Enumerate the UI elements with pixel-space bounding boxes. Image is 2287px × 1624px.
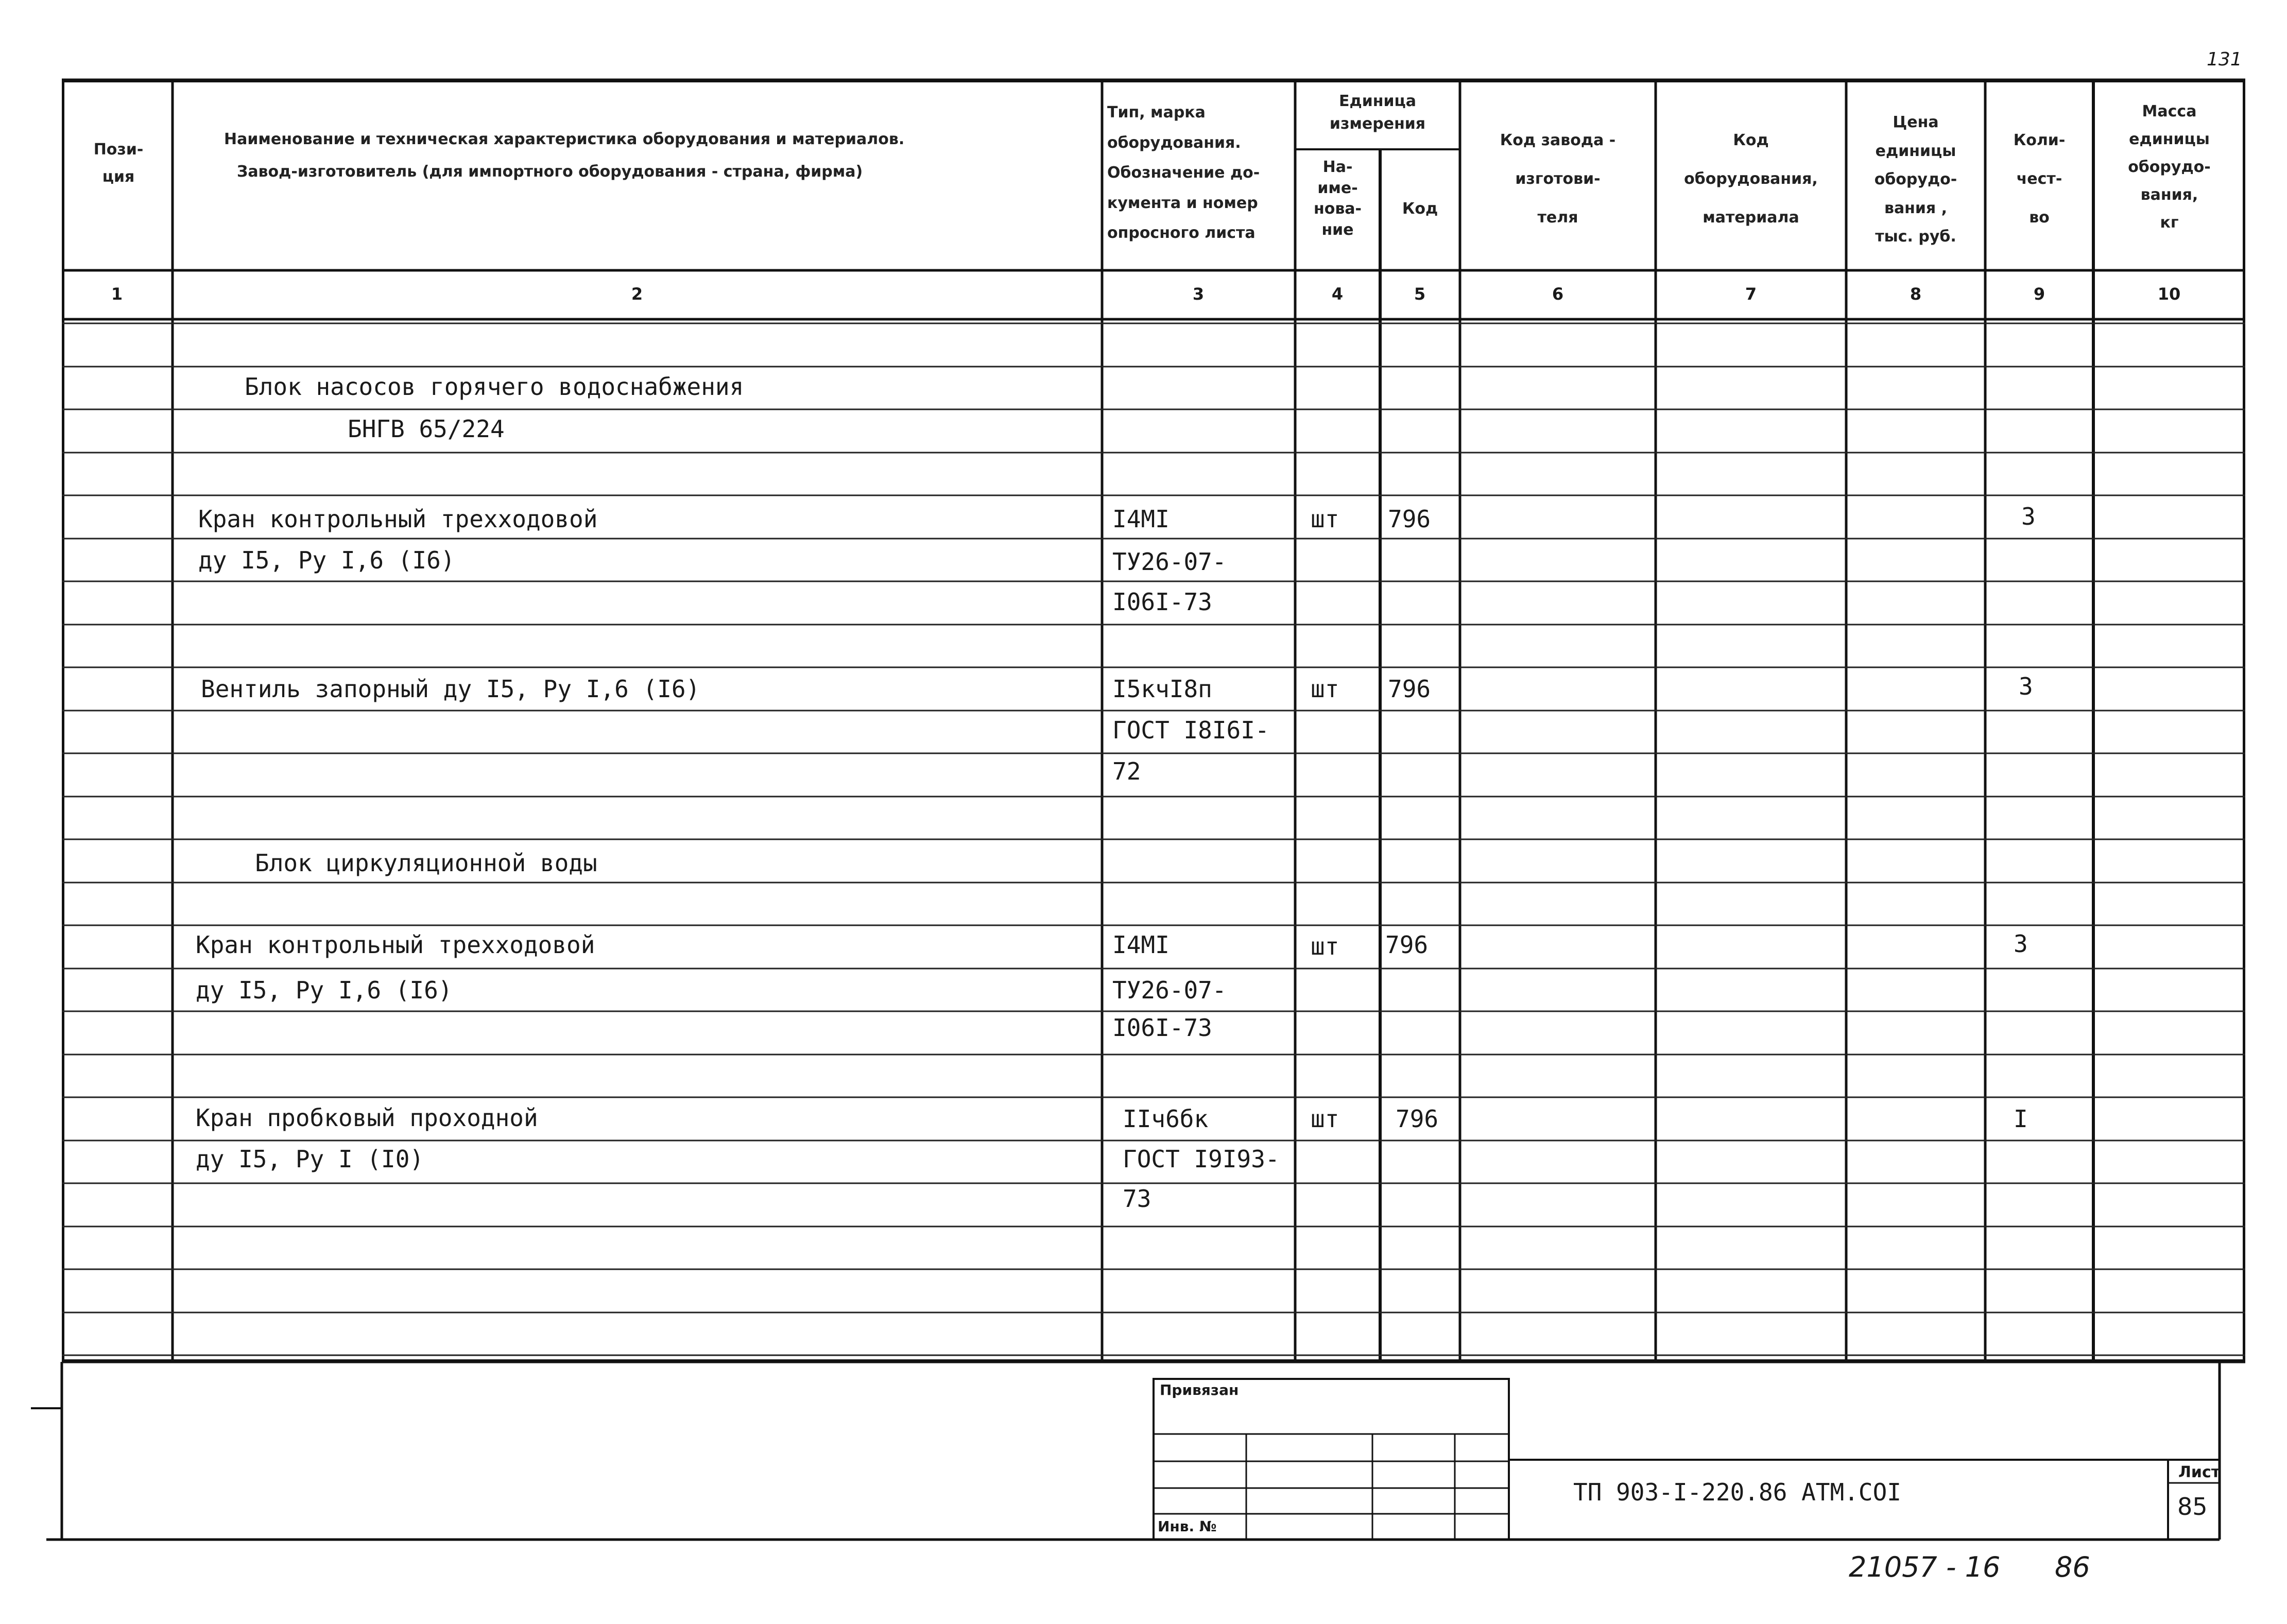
row-name: Кран пробковый проходной	[196, 1104, 538, 1132]
row-qty: 3	[2014, 930, 2028, 958]
header-equipment-code: Код оборудования, материала	[1684, 131, 1818, 227]
header-factory-code: Код завода - изготови- теля	[1500, 131, 1616, 227]
header-name	[185, 126, 958, 185]
row-code: 796	[1388, 505, 1431, 533]
row-unit: шт	[1311, 932, 1339, 960]
footer-order-number: 21057 - 16	[1849, 1551, 2001, 1583]
row-name: Вентиль запорный ду I5, Ру I,6 (I6)	[201, 675, 700, 703]
row-type: I4МI	[1112, 931, 1170, 959]
row-unit: шт	[1311, 505, 1339, 533]
header-price: Цена единицы оборудо- вания , тыс. руб.	[1874, 113, 1957, 246]
row-name: ду I5, Ру I (I0)	[196, 1145, 424, 1173]
row-type: ГОСТ I9I93-	[1123, 1145, 1280, 1173]
row-name: Кран контрольный трехходовой	[196, 931, 595, 959]
stamp-privyazan: Привязан	[1160, 1381, 1239, 1398]
column-number-3: 3	[1192, 284, 1205, 304]
row-type: ГОСТ I8I6I-	[1112, 716, 1269, 744]
row-name: Кран контрольный трехходовой	[198, 505, 598, 533]
column-number-9: 9	[2033, 284, 2045, 304]
row-type: 73	[1123, 1185, 1151, 1213]
header-unit-group: Единица измерения	[1329, 92, 1426, 133]
column-number-2: 2	[631, 284, 643, 304]
footer-page-number: 86	[2055, 1551, 2090, 1583]
stamp-list-no: 85	[2177, 1493, 2208, 1521]
row-name: ду I5, Ру I,6 (I6)	[198, 546, 455, 574]
row-type: I5кчI8п	[1112, 675, 1212, 703]
row-type: ТУ26-07-	[1112, 976, 1227, 1004]
row-unit: шт	[1311, 675, 1339, 703]
stamp-inv-no: Инв. №	[1158, 1518, 1217, 1535]
header-position: Пози- ция	[93, 141, 144, 186]
stamp-doc-code: ТП 903-I-220.86 АТМ.СОI	[1573, 1478, 1901, 1506]
row-type: I4МI	[1112, 505, 1170, 533]
row-type: 72	[1112, 757, 1141, 785]
row-code: 796	[1385, 931, 1429, 959]
row-qty: I	[2014, 1105, 2028, 1133]
row-code: 796	[1396, 1105, 1439, 1133]
column-number-1: 1	[111, 284, 123, 304]
header-name-line2: Завод-изготовитель (для импортного оборудования - страна, фирма)	[237, 162, 863, 181]
row-code: 796	[1388, 675, 1431, 703]
row-qty: 3	[2019, 672, 2033, 700]
column-number-6: 6	[1552, 284, 1564, 304]
header-unit-name: На- име- нова- ние	[1313, 158, 1362, 239]
column-number-4: 4	[1331, 284, 1344, 304]
column-number-5: 5	[1414, 284, 1426, 304]
header-name-line1: Наименование и техническая характеристика оборудования и материалов.	[224, 130, 905, 148]
row-qty: 3	[2021, 503, 2036, 530]
stamp-list-label: Лист	[2178, 1463, 2221, 1481]
row-type: IIч6бк	[1123, 1105, 1209, 1133]
column-number-10: 10	[2157, 284, 2181, 304]
header-unit-code: Код	[1402, 200, 1438, 218]
row-text: БНГВ 65/224	[348, 415, 505, 443]
column-number-7: 7	[1745, 284, 1757, 304]
row-type: I06I-73	[1112, 588, 1212, 616]
row-name: ду I5, Ру I,6 (I6)	[196, 976, 453, 1004]
row-text: Блок циркуляционной воды	[255, 849, 597, 877]
sheet-corner-mark: 131	[2207, 49, 2242, 70]
row-type: I06I-73	[1112, 1014, 1212, 1042]
header-quantity: Коли- чест- во	[2013, 131, 2066, 227]
column-number-8: 8	[1910, 284, 1922, 304]
header-mass: Масса единицы оборудо- вания, кг	[2128, 102, 2211, 232]
row-type: ТУ26-07-	[1112, 548, 1227, 576]
header-type: Тип, марка оборудования. Обозначение до- кумента и номер опросного листа	[1107, 103, 1260, 242]
row-text: Блок насосов горячего водоснабжения	[245, 373, 744, 401]
row-unit: шт	[1311, 1105, 1339, 1133]
